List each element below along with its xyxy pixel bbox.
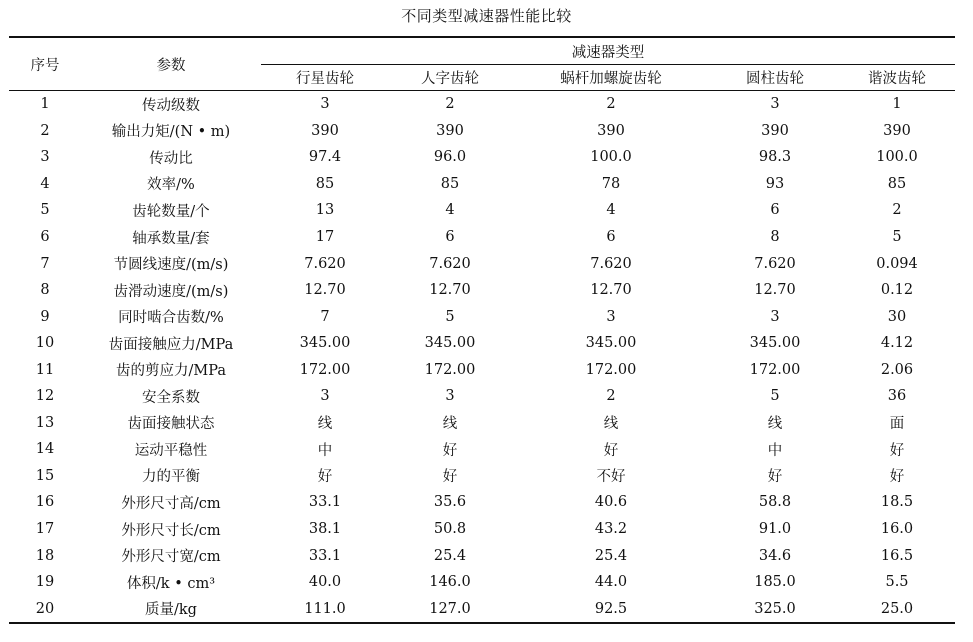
value-cell: 390 [883, 122, 911, 139]
value-cell: 3 [606, 308, 616, 325]
value-cell: 12.70 [754, 282, 796, 299]
value-cell: 146.0 [429, 574, 471, 591]
row-index-cell: 8 [40, 282, 50, 299]
value-cell: 5.5 [885, 574, 909, 591]
value-cell: 3 [445, 388, 455, 405]
value-cell: 40.6 [594, 494, 628, 511]
value-cell: 172.00 [585, 361, 637, 378]
value-cell: 390 [597, 122, 625, 139]
reducer-type-group-header: 减速器类型 [261, 37, 955, 65]
value-cell: 390 [761, 122, 789, 139]
table-row [9, 171, 955, 198]
param-name-cell: 外形尺寸长/cm [121, 522, 221, 539]
value-cell: 92.5 [511, 595, 711, 623]
param-name-cell: 节圆线速度/(m/s) [113, 257, 229, 274]
row-index-cell: 4 [40, 175, 50, 192]
value-cell: 好 [767, 469, 783, 486]
value-cell: 127.0 [389, 595, 511, 623]
value-cell: 98.3 [758, 149, 792, 166]
value-cell: 线 [317, 416, 333, 433]
value-cell: 5 [770, 388, 780, 405]
table-row [9, 489, 955, 516]
table-row [9, 224, 955, 251]
value-cell: 线 [442, 416, 458, 433]
value-cell: 好 [889, 469, 905, 486]
value-cell: 中 [767, 442, 783, 459]
param-name-cell: 齿面接触状态 [127, 416, 215, 433]
value-cell: 36 [887, 388, 907, 405]
param-name-cell: 输出力矩/(N • m) [111, 124, 231, 141]
table-row [9, 330, 955, 357]
row-index-cell: 2 [40, 122, 50, 139]
value-cell: 97.4 [308, 149, 342, 166]
row-index-cell: 6 [40, 229, 50, 245]
value-cell: 35.6 [433, 494, 467, 511]
value-cell: 33.1 [308, 547, 342, 564]
value-cell: 不好 [596, 469, 626, 486]
value-cell: 8 [770, 229, 780, 245]
value-cell: 345.00 [424, 335, 476, 352]
row-index-cell: 17 [35, 521, 55, 538]
value-cell: 25.0 [839, 595, 955, 623]
value-cell: 33.1 [308, 494, 342, 511]
row-index-cell: 18 [35, 547, 55, 564]
table-row [9, 277, 955, 304]
value-cell: 3 [770, 96, 780, 113]
row-index-cell: 15 [35, 467, 55, 484]
row-index-cell: 13 [35, 414, 55, 431]
value-cell: 线 [767, 416, 783, 433]
table-row [9, 516, 955, 543]
value-cell: 好 [317, 469, 333, 486]
param-name-cell: 安全系数 [142, 389, 200, 406]
value-cell: 345.00 [585, 335, 637, 352]
value-cell: 7 [320, 308, 330, 325]
value-cell: 50.8 [433, 521, 467, 538]
value-cell: 93 [765, 175, 785, 192]
value-cell: 96.0 [433, 149, 467, 166]
value-cell: 40.0 [308, 574, 342, 591]
row-index-cell: 9 [40, 308, 50, 325]
value-cell: 78 [601, 175, 621, 192]
value-cell: 7.620 [590, 255, 632, 272]
table-row [9, 91, 955, 118]
value-cell: 5 [892, 229, 902, 245]
table-row [9, 383, 955, 410]
value-cell: 0.094 [876, 255, 918, 272]
value-cell: 18.5 [880, 494, 914, 511]
table-row [9, 569, 955, 596]
value-cell: 好 [442, 469, 458, 486]
table-row [9, 436, 955, 463]
row-index-cell: 5 [40, 202, 50, 219]
value-cell: 3 [320, 388, 330, 405]
value-cell: 390 [436, 122, 464, 139]
row-index-cell: 20 [9, 595, 81, 623]
value-cell: 44.0 [594, 574, 628, 591]
param-name-cell: 质量/kg [81, 595, 261, 623]
value-cell: 4.12 [880, 335, 914, 352]
row-index-cell: 19 [35, 574, 55, 591]
row-index-cell: 11 [35, 361, 55, 378]
value-cell: 345.00 [749, 335, 801, 352]
value-cell: 85 [887, 175, 907, 192]
table-row [9, 144, 955, 171]
row-index-cell: 1 [40, 96, 50, 113]
param-name-cell: 效率/% [147, 177, 195, 194]
value-cell: 2 [606, 96, 616, 113]
row-index-cell: 7 [40, 255, 50, 272]
value-cell: 3 [320, 96, 330, 113]
value-cell: 2 [445, 96, 455, 113]
value-cell: 325.0 [711, 595, 839, 623]
header-row-top [9, 37, 955, 65]
value-cell: 5 [445, 308, 455, 325]
param-name-cell: 齿的剪应力/MPa [116, 363, 226, 380]
value-cell: 91.0 [758, 521, 792, 538]
value-cell: 390 [311, 122, 339, 139]
value-cell: 34.6 [758, 547, 792, 564]
table-row [9, 595, 955, 623]
table-row [9, 356, 955, 383]
value-cell: 2.06 [880, 361, 914, 378]
param-name-cell: 齿轮数量/个 [132, 203, 210, 220]
value-cell: 85 [315, 175, 335, 192]
param-name-cell: 力的平衡 [142, 469, 200, 486]
row-index-cell: 3 [40, 149, 50, 166]
value-cell: 4 [445, 202, 455, 219]
value-cell: 17 [315, 229, 335, 245]
row-index-cell: 12 [35, 388, 55, 405]
value-cell: 172.00 [299, 361, 351, 378]
value-cell: 6 [606, 229, 616, 245]
param-name-cell: 齿面接触应力/MPa [108, 336, 234, 353]
value-cell: 43.2 [594, 521, 628, 538]
value-cell: 中 [317, 442, 333, 459]
value-cell: 100.0 [876, 149, 918, 166]
table-row [9, 250, 955, 277]
value-cell: 7.620 [429, 255, 471, 272]
table-row [9, 197, 955, 224]
value-cell: 线 [603, 416, 619, 433]
value-cell: 16.0 [880, 521, 914, 538]
value-cell: 38.1 [308, 521, 342, 538]
table-row [9, 410, 955, 437]
value-cell: 好 [442, 442, 458, 459]
value-cell: 3 [770, 308, 780, 325]
value-cell: 172.00 [424, 361, 476, 378]
value-cell: 111.0 [261, 595, 389, 623]
value-cell: 12.70 [304, 282, 346, 299]
value-cell: 6 [770, 202, 780, 219]
value-cell: 面 [889, 416, 905, 433]
value-cell: 25.4 [594, 547, 628, 564]
param-name-cell: 外形尺寸高/cm [121, 495, 221, 512]
type-header: 人字齿轮 [389, 65, 511, 91]
value-cell: 345.00 [299, 335, 351, 352]
value-cell: 13 [315, 202, 335, 219]
param-name-cell: 传动比 [149, 150, 193, 167]
param-name-cell: 轴承数量/套 [132, 230, 210, 247]
value-cell: 2 [606, 388, 616, 405]
param-name-cell: 同时啮合齿数/% [118, 310, 224, 327]
value-cell: 100.0 [590, 149, 632, 166]
row-index-cell: 16 [35, 494, 55, 511]
value-cell: 6 [445, 229, 455, 245]
param-name-cell: 齿滑动速度/(m/s) [113, 283, 229, 300]
table-row [9, 118, 955, 145]
value-cell: 0.12 [880, 282, 914, 299]
value-cell: 7.620 [754, 255, 796, 272]
table-body [9, 91, 955, 623]
row-index-cell: 10 [35, 335, 55, 352]
param-name-cell: 传动级数 [142, 97, 200, 114]
index-header: 序号 [9, 37, 81, 91]
table-row [9, 463, 955, 490]
type-header: 谐波齿轮 [839, 65, 955, 91]
value-cell: 25.4 [433, 547, 467, 564]
table-caption: 不同类型减速器性能比较 [401, 7, 572, 25]
reducer-comparison-table [9, 36, 955, 624]
type-header: 蜗杆加螺旋齿轮 [511, 65, 711, 91]
value-cell: 2 [892, 202, 902, 219]
param-name-cell: 运动平稳性 [134, 442, 208, 459]
value-cell: 58.8 [758, 494, 792, 511]
value-cell: 12.70 [590, 282, 632, 299]
row-index-cell: 14 [35, 441, 55, 458]
value-cell: 好 [603, 442, 619, 459]
value-cell: 好 [889, 442, 905, 459]
value-cell: 185.0 [754, 574, 796, 591]
value-cell: 4 [606, 202, 616, 219]
type-header: 行星齿轮 [261, 65, 389, 91]
table-row [9, 542, 955, 569]
value-cell: 12.70 [429, 282, 471, 299]
value-cell: 7.620 [304, 255, 346, 272]
param-name-cell: 外形尺寸宽/cm [121, 549, 221, 566]
param-header: 参数 [81, 37, 261, 91]
value-cell: 30 [887, 308, 907, 325]
type-header: 圆柱齿轮 [711, 65, 839, 91]
table-row [9, 303, 955, 330]
value-cell: 172.00 [749, 361, 801, 378]
value-cell: 1 [892, 96, 902, 113]
param-name-cell: 体积/k • cm³ [126, 575, 216, 592]
value-cell: 85 [440, 175, 460, 192]
value-cell: 16.5 [880, 547, 914, 564]
